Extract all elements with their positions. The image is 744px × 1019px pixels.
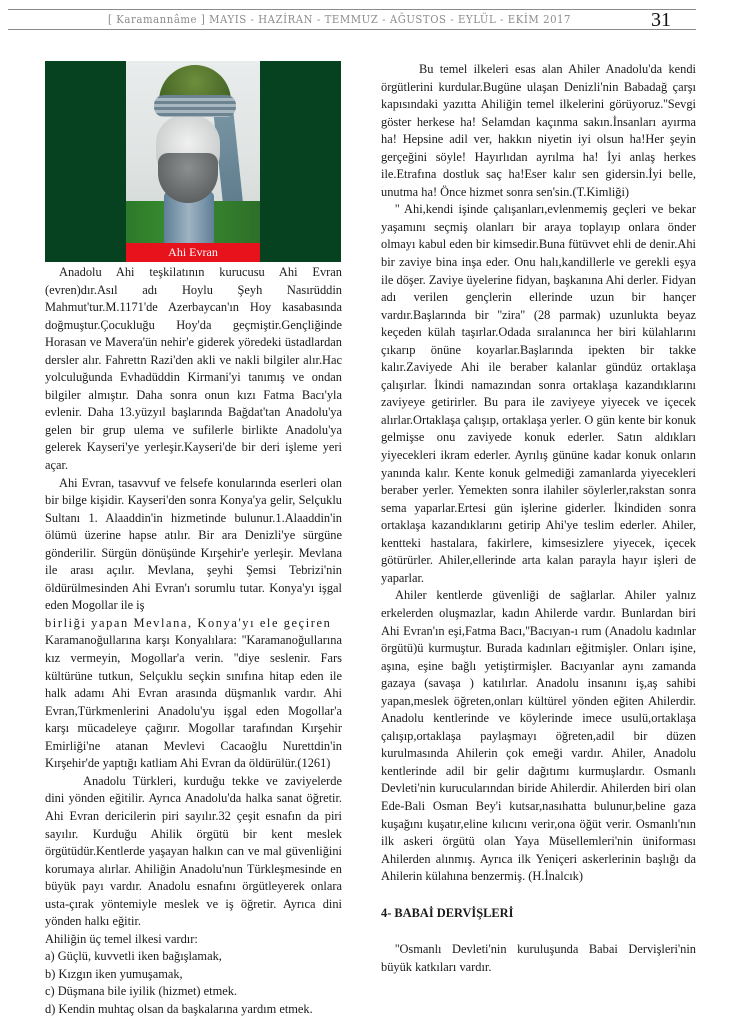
running-header xyxy=(8,9,572,30)
running-title: [ Karamannâme ] MAYIS - HAZİRAN - TEMMUZ - AĞUSTOS - EYLÜL - EKİM 2017 xyxy=(108,13,572,26)
portrait-figure xyxy=(45,61,341,262)
paragraph: Karamanoğullarına karşı Konyalılara: ''Karamanoğullarına kız vermeyin, Mogollar'a verin. ''diye seslenir. Fars kültürüne tutkun, Selçuklu seçkin sınıfına hitap eden ile halk adamı Ahi Evran arasında düşmanlık vardır. Ahi Evran,Türkmenlerini Anadolu'yu işgal eden Mogollar'a karşı mücadeleye çağırır. Mogollar tarafından Kırşehir Emirliği'ne atanan Mevlevi Cacaoğlu Nurettdin'in Kırşehir'de yaptığı katliam Ahi Evran da öldürülür.(1261) xyxy=(45,633,342,771)
ahi-evran-portrait-image xyxy=(126,61,260,243)
paragraph: Anadolu Ahi teşkilatının kurucusu Ahi Evran (evren)dır.Asıl adı Hoylu Şeyh Nasırüddin Mahmut'tur.M.1171'de Azerbaycan'ın Hoy kasabasında doğmuştur.Çocukluğu Hoy'da geçmiştir.Gençliğinde Horasan ve Mavera'ün nehir'e giderek yöredeki üstadlardan dersler alır. Fahrettn Razi'den akli ve nakli bilgiler alır.Hac yolculuğunda Evhadüddin Kirmani'yi tanımış ve ondan bilgiler almıştır. Daha sonra onun kızı Fatma Bacı'yla evlenir. Daha 13.yüzyıl başlarında Bağdat'tan Anadolu'ya gelen bir grup ulema ve sufilerle birlikte Anadolu'ya gelerek Kayseri'ye yerleşir.Kayseri'de bir deri işleme yeri açar. xyxy=(45,265,342,473)
principle-item: d) Kendin muhtaç olsan da başkalarına yardım etmek. xyxy=(45,1001,313,1016)
paragraph: Bu temel ilkeleri esas alan Ahiler Anadolu'da kendi örgütlerini kurdular.Bugüne ulaşan Denizli'nin Babadağ çarşı kapısındaki yazıtta Ahiliğin temel ilkelerini görüyoruz.''Sevgi göster herkese ha! Selamdan kaçınma sakın.İnsanları ayırma ha! Hepsine adil ver, hakkın niyetin iyi olsun ha!Her şeyin gerçeğini söyle! Hayırlıdan ayrılma ha! İyi anlaş herkes ile.Etrafına dostluk saç ha!Eser kalır sen gidersin.İyi belle, unutma ha! Önce hizmet sonra sen'sin.(T.Kimliği) xyxy=(381,62,696,199)
paragraph: Anadolu Türkleri, kurduğu tekke ve zaviyelerde dini yönden eğitilir. Ayrıca Anadolu'da halka sanat öğretir. Ahi Evran dericilerin piri sayılır.32 çeşit esnafın da piri sayılır. Kurduğu Ahilik örgütü bir kent meslek örgütüdür.Kentlerde yaşayan halkın can ve mal güvenliğini korumaya alırlar. Ahiliğin Anadolu'nun Türkleşmesinde en büyük payı vardır. Anadolu esnafını örgütleyerek onlara usta-çırak yöntemiyle meslek ve iş öğretir. Ayrıca dini yönden halkı eğitir. xyxy=(45,773,342,929)
principle-item: b) Kızgın iken yumuşamak, xyxy=(45,966,183,981)
paragraph: ''Osmanlı Devleti'nin kuruluşunda Babai Dervişleri'nin büyük katkıları vardır. xyxy=(381,942,696,974)
left-column xyxy=(45,264,342,1019)
paragraph-line: birliği yapan Mevlana, Konya'yı ele geçiren xyxy=(45,615,332,630)
turban-shape xyxy=(154,95,236,117)
principle-item: a) Güçlü, kuvvetli iken bağışlamak, xyxy=(45,949,222,964)
right-column xyxy=(381,61,696,976)
section-title: 4- BABAİ DERVİŞLERİ xyxy=(381,905,514,920)
paragraph: Ahiler kentlerde güvenliği de sağlarlar. Ahiler yalnız erkelerden oluşmazlar, kadın Ahilerde vardır. Bunlardan biri Ahi Evran'ın eşi,Fatma Bacı,''Bacıyan-ı rum (Anadolu kadınlar örgütü)ü kurmuştur. Burada kadınları eğitmişler. Onları işine, aşına, eşine bağlı yetiştirmişler. Bacıyanlar aynı zamanda gazaya (savaşa ) katılırlar. Anadolu insanını iş,aş sahibi yapan,meslek öğreten,onları kültürel yönden eğiten Ahilerdir. Anadolu kentlerinde ve köylerinde imece usulü,ortaklaşa çalışıp,ortaklaşa paylaşmayı öğreten,adil bir düzen kurulmasında Ahilerin çok emeği vardır. Ahiler, Anadolu kentlerinde adil bir gelir dağıtımı kurmuşlardır. Osmanlı Devleti'nin kurucularından biride Ahilerdir. Ahilerden biri olan Ede-Bali Osman Bey'i kutsar,nasıhatta bulunur,beline gaza kuşağını kuşatır,eline kılıcını verir,ona öğüt verir. Osmanlı'nın ilk askeri örgütü olan Yaya Müsellemleri'nin üniforması Ahilerden alınmış. Ayrıca ilk Yeniçeri askerlerinin başlığı da Ahilerin külahına benzermiş. (H.İnalcık) xyxy=(381,588,696,884)
page-number: 31 xyxy=(651,9,671,31)
principles-intro: Ahiliğin üç temel ilkesi vardır: xyxy=(45,931,198,946)
principle-item: c) Düşmana bile iyilik (hizmet) etmek. xyxy=(45,984,237,999)
paragraph: Ahi Evran, tasavvuf ve felsefe konularında eserleri olan bir bilge kişidir. Kayseri'den sonra Konya'ya gelir, Selçuklu Sultanı 1. Alaaddin'in hizmetinde bulunur.1.Alaaddin'in ölümü üzerine hapse atılır. Bir ara Denizli'ye sürgüne gönderilir. Sürgün dönüşünde Kırşehir'e yerleşir. Mevlana ile arası açılır. Mevlana, şeyhi Şemsi Tebrizi'nin öldürülmesinden Ahi Evran'ı sorumlu tutar. Konya'yı işgal eden Mogollar ile iş xyxy=(45,475,342,613)
paragraph: '' Ahi,kendi işinde çalışanları,evlenmemiş geçleri ve bekar yaşamını seçmiş olanları bir araya toplayıp onlara önder olmayı kabul eden bir kimsedir.Buna fütüvvet ehli de denir.Ahi bir zaviye bina inşa eder. Onu halı,kandillerle ve gerekli eşya ile döşer. Zaviye üyelerine fidyan, başkanına Ahi derler. Fidyan adı verilen gençlerin ellerinde uzun bir hançer vardır.Başlarında bir ''zira'' (28 parmak) uzunlukta beyaz keçeden külah taşırlar.Odada sıralanınca her biri külahlarını çıkarıp önüne koyarlar.Başlarında ipekten bir takke kalır.Zaviyede Ahi ile beraber kalanlar gündüz ortaklaşa çalışırlar. İkindi namazından sonra ortaklaşa kazandıklarını zaviyeye getirirler. Bu para ile zaviyeye yiyecek ve içecek alırlar.Ortaklaşa çalışıp, ortaklaşa yerler. O gün kente bir konuk gelmişse onu zaviyede konuk ederler. Satın aldıkları yiyecekleri ikram ederler. Ayrılış gününe kadar konuk onların yanında kalır. Kente konuk gelmediği zamanlarda yiyecekleri beraber yerler. Yemekten sonra ilahiler söylerler,rakstan sonra sema yaparlar.Ertesi gün işlerine giderler. İkindiden sonra ortaklaşa kazandıklarını getirip Ahi'ye teslim ederler. Ahiler, kentteki hastalara, fakirlere, kimsesizlere yiyecek, içecek götürürler. Ahiler,ellerinde arta kalan parayla hayır işleri de yaparlar. xyxy=(381,202,696,585)
figure-caption: Ahi Evran xyxy=(126,243,260,262)
